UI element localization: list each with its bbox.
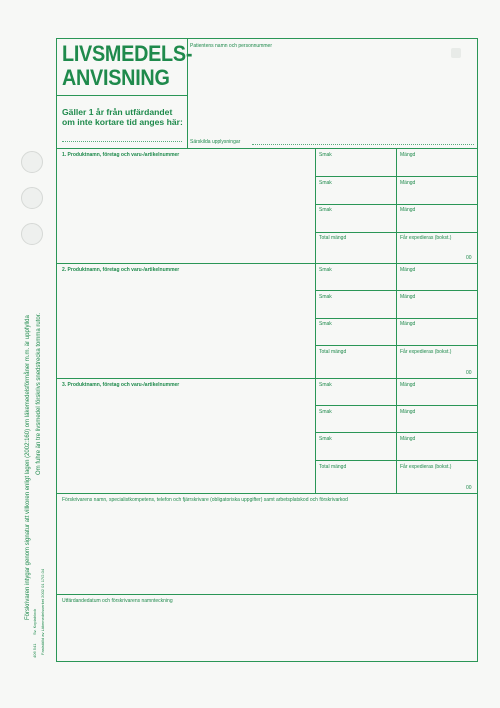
product2-smak-2: Smak	[319, 294, 332, 300]
product2-col-divider	[315, 263, 316, 378]
frame-bottom	[56, 661, 478, 662]
extra-info-line	[252, 144, 474, 145]
patient-name-label: Patientens namn och personnummer	[190, 43, 272, 49]
frame-left	[56, 38, 57, 662]
product2-heading: 2. Produktnamn, företag och varu-/artikelnummer	[62, 267, 180, 273]
product3-mangd-3: Mängd	[400, 436, 416, 442]
product3-smak-2: Smak	[319, 409, 332, 415]
product3-col-divider2	[396, 378, 397, 493]
product2-bottom	[56, 378, 478, 379]
product1-smak-1: Smak	[319, 152, 332, 158]
punch-hole	[21, 223, 43, 245]
product1-bottom	[56, 263, 478, 264]
product2-row	[315, 290, 478, 291]
product1-code: 00	[466, 255, 472, 261]
validity-date-line	[62, 141, 182, 142]
product3-total-label: Total mängd	[319, 464, 347, 470]
product2-total-label: Total mängd	[319, 349, 347, 355]
product1-row	[315, 232, 478, 233]
title-box-bottom	[56, 95, 187, 96]
product1-mangd-1: Mängd	[400, 152, 416, 158]
side-approval: Fastställd av Läkemedelsverket 2002 01 17/2.04	[40, 568, 45, 655]
product2-row	[315, 345, 478, 346]
product2-mangd-3: Mängd	[400, 321, 416, 327]
product1-smak-2: Smak	[319, 180, 332, 186]
product3-row	[315, 432, 478, 433]
punch-hole	[21, 151, 43, 173]
header-bottom	[56, 148, 478, 149]
product2-mangd-2: Mängd	[400, 294, 416, 300]
product1-expedieras-label: Får expedieras (bokst.)	[400, 235, 452, 241]
product1-smak-3: Smak	[319, 207, 332, 213]
product3-code: 00	[466, 485, 472, 491]
signature-label: Utfärdandedatum och förskrivarens namnteckning	[62, 598, 173, 604]
product1-mangd-2: Mängd	[400, 180, 416, 186]
frame-right	[477, 38, 478, 662]
product1-col-divider2	[396, 148, 397, 263]
form-title-line1: LIVSMEDELS-	[62, 41, 193, 66]
side-instruction-text: Om fuhre än tre livsmedel förskrivs snedstrecka tomma rutor.	[36, 312, 42, 475]
product1-row	[315, 176, 478, 177]
punch-hole	[21, 187, 43, 209]
prescriber-label: Förskrivarens namn, specialistkompetens, telefon och fjärrskrivare (obligatoriska uppgifter) samt arbetsplatskod och förskrivarkod	[62, 497, 348, 503]
extra-info-label: Särskilda upplysningar	[190, 139, 241, 145]
side-form-id: 406 541	[32, 643, 37, 658]
product1-row	[315, 204, 478, 205]
validity-text-line1: Gäller 1 år från utfärdandet	[62, 107, 173, 117]
product3-smak-1: Smak	[319, 382, 332, 388]
product1-heading: 1. Produktnamn, företag och varu-/artikelnummer	[62, 152, 180, 158]
form-title-line2: ANVISNING	[62, 65, 170, 90]
product1-total-label: Total mängd	[319, 235, 347, 241]
product3-mangd-1: Mängd	[400, 382, 416, 388]
product3-heading: 3. Produktnamn, företag och varu-/artikelnummer	[62, 382, 180, 388]
product2-code: 00	[466, 370, 472, 376]
corner-mark	[451, 48, 461, 58]
product2-col-divider2	[396, 263, 397, 378]
product1-col-divider	[315, 148, 316, 263]
validity-text-line2: om inte kortare tid anges här:	[62, 117, 183, 127]
product1-mangd-3: Mängd	[400, 207, 416, 213]
product3-expedieras-label: Får expedieras (bokst.)	[400, 464, 452, 470]
product2-row	[315, 318, 478, 319]
side-certification-text: Förskrivaren intygar genom signatur att villkoren enligt lagen (2002:160) om läkemedelsförmåner m.m. är uppfyllda	[25, 315, 31, 620]
product3-smak-3: Smak	[319, 436, 332, 442]
product2-mangd-1: Mängd	[400, 267, 416, 273]
side-publisher: Sv. Kopiablock	[32, 608, 37, 635]
product3-row	[315, 460, 478, 461]
prescriber-bottom	[56, 594, 478, 595]
product3-col-divider	[315, 378, 316, 493]
frame-top	[56, 38, 478, 39]
product2-smak-3: Smak	[319, 321, 332, 327]
product3-bottom	[56, 493, 478, 494]
product2-expedieras-label: Får expedieras (bokst.)	[400, 349, 452, 355]
product2-smak-1: Smak	[319, 267, 332, 273]
product3-mangd-2: Mängd	[400, 409, 416, 415]
product3-row	[315, 405, 478, 406]
